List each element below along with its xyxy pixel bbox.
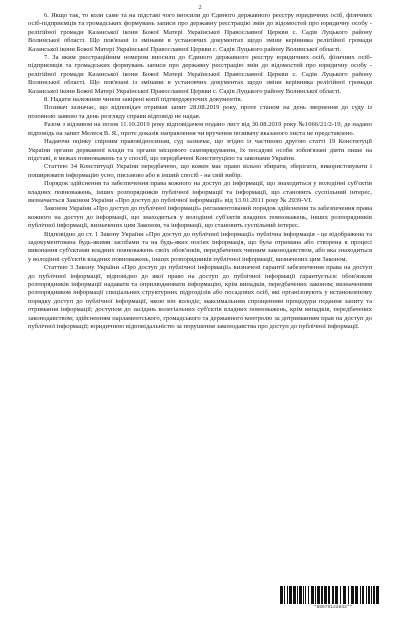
barcode-bar [362, 586, 364, 604]
barcode-bar [303, 586, 304, 604]
barcode-bar [305, 586, 306, 604]
document-barcode [280, 586, 386, 610]
barcode-bar [351, 586, 354, 604]
barcode-bar [280, 586, 283, 604]
barcode-bar [373, 586, 375, 604]
paragraph-6: 6. Якщо так, то коли саме та на підставі чого вносили до Єдиного державного реєстру юридичних осіб, фізичних осіб-підприємців та громадських формувань записи про державну реєстрацію змін до відомостей про юридичну особу - релігійної громади Казанської ікони Божої Матері Української Православної Церкви с. Садів Луцького району Волинської області. Що пов'язані із змінами в установчих документах щодо зміни керівника релігійної громади Казанської ікони Божої Матері Української Православної Церкви с. Садів Луцького району Волинської області. [28, 12, 372, 53]
paragraph-8: 8. Надати належним чином завірені копії підтверджуючих документів. [44, 96, 243, 104]
barcode-bar [315, 586, 316, 604]
barcode-bar [376, 586, 379, 604]
barcode-bar [317, 586, 320, 604]
paragraph-article-34: Статтею 34 Конституції України передбачено, що кожен має право вільно збирати, зберігати, використовувати і поширювати інформацію усно, письмово або в інший спосіб - на свій вибір. [28, 163, 372, 179]
paragraph-7: 7. За яким реєстраційним номером вносили до Єдиного державного реєстру юридичних осіб, фізичних осіб-підприємців та громадських формувань записи про державну реєстрацію змін до відомостей про юридичну особу - релігійної громади Казанської ікони Божої Матері Української Православної Церкви с. Садів Луцького району Волинської області. Що пов'язані із змінами в установчих документах щодо зміни керівника релігійної громади Казанської ікони Божої Матері Української Православної Церкви с. Садів Луцького району Волинської області. [28, 54, 372, 95]
barcode-bar [335, 586, 338, 604]
barcode-bars [280, 586, 386, 604]
barcode-number: *86875142843** [313, 605, 353, 610]
barcode-bar [287, 586, 288, 604]
barcode-bar [297, 586, 298, 604]
barcode-bar [328, 586, 330, 604]
barcode-bar [348, 586, 349, 604]
paragraph-plaintiff-claim: Позивач зазначає, що відповідач отримав запит 28.08.2019 року, проте станом на день звернення до суду із позовною заявою та день розгляду справи відповіді не надав. [28, 104, 372, 120]
barcode-bar [343, 586, 346, 604]
document-body [28, 12, 372, 331]
barcode-bar [299, 586, 302, 604]
barcode-bar [371, 586, 372, 604]
paragraph-response-letter: Разом з відзивом на позов 11.10.2019 року відповідачем подано лист від 30.08.2019 року №1066/21/2-19, де надано відповідь на запит Мелеся В. Я., проте доказів направлення чи вручення позивачу вказаного листа не представлено. [28, 121, 372, 137]
barcode-bar [311, 586, 314, 604]
paragraph-access-procedure: Порядок здійснення та забезпечення права кожного на доступ до інформації, що знаходиться у володінні суб'єктів владних повноважень, інших розпорядників публічної інформації та інформації, що становить суспільний інтерес, визначається Законом України «Про доступ до публічної інформації» від 13.01.2011 року № 2939-VI. [28, 180, 372, 204]
barcode-bar [366, 586, 367, 604]
barcode-bar [340, 586, 341, 604]
barcode-bar [284, 586, 285, 604]
barcode-bar [332, 586, 334, 604]
barcode-bar [324, 586, 327, 604]
barcode-bar [368, 586, 370, 604]
paragraph-law-regulation: Законом України «Про доступ до публічної інформації» регламентований порядок здійснення та забезпечення права кожного на доступ до інформації, що знаходиться у володінні суб'єктів владних повноважень, інших розпорядників публічної інформації, визначених цим Законом, та інформації, що становить суспільний інтерес. [28, 205, 372, 230]
barcode-bar [289, 586, 292, 604]
barcode-bar [355, 586, 358, 604]
barcode-bar [293, 586, 296, 604]
paragraph-article-3: Статтею 3 Закону України «Про доступ до публічної інформації» визначені гарантії забезпечення права на доступ до публічної інформації, відповідно до якої право на доступ до публічної інформації гарантується: обов'язком розпорядників інформації надавати та оприлюднювати інформацію, крім випадків, передбачених законом; визначенням розпорядником інформації спеціальних структурних підрозділів або посадових осіб, які організовують у встановленому порядку доступ до публічної інформації, якою він володіє; максимальним спрощенням процедури подання запиту та отримання інформації; доступом до засідань колегіальних суб'єктів владних повноважень, крім випадків, передбачених законодавством; здійсненням парламентського, громадського та державного контролю за дотриманням прав на доступ до публічної інформації; юридичною відповідальністю за порушення законодавства про доступ до публічної інформації. [28, 264, 372, 331]
barcode-bar [360, 586, 361, 604]
barcode-bar [321, 586, 323, 604]
paragraph-court-assessment: Надаючи оцінку спірним правовідносинам, суд зазначає, що згідно із частиною другою статті 19 Конституції України органи державної влади та органи місцевого самоврядування, їх посадові особи зобов'язані діяти лише на підставі, в межах повноважень та у спосіб, що передбачені Конституцією та законами України. [28, 138, 372, 162]
page-number: 2 [198, 4, 202, 11]
barcode-bar [308, 586, 309, 604]
paragraph-article-1: Відповідно до ст. 1 Закону України «Про доступ до публічної інформації» публічна інформація - це відображена та задокументована будь-якими засобами та на будь-яких носіях інформація, що була отримана або створена в процесі виконання суб'єктами владних повноважень своїх обов'язків, передбачених чинним законодавством, або яка знаходиться у володінні суб'єктів владних повноважень, інших розпорядників публічної інформації, визначених цим Законом. [28, 230, 372, 263]
